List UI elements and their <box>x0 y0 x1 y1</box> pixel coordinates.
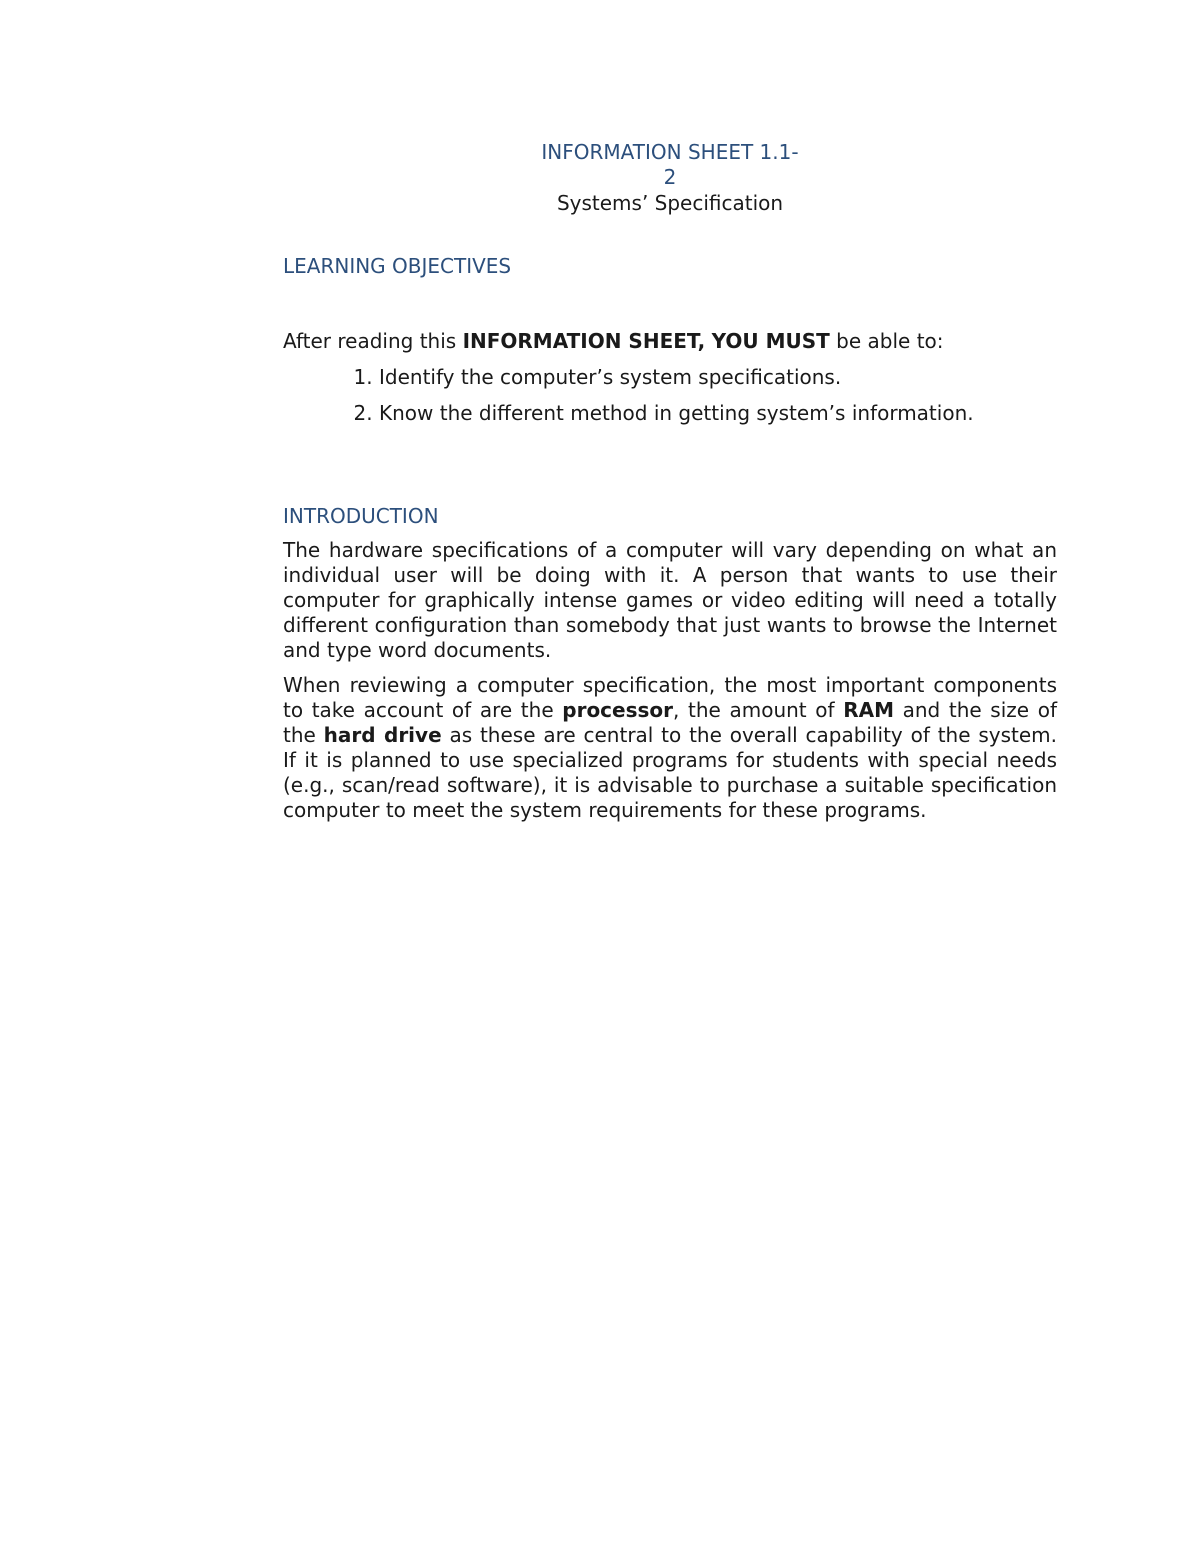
introduction-paragraph-2 <box>283 673 1057 823</box>
learning-objectives-heading: LEARNING OBJECTIVES <box>283 254 512 278</box>
objectives-lead <box>283 328 1057 354</box>
lead-bold-info-sheet: INFORMATION SHEET, <box>462 329 706 353</box>
objective-item: 2. Know the different method in getting system’s information. <box>379 400 1057 426</box>
objectives-list <box>283 364 1057 426</box>
p2-bold-hard-drive: hard drive <box>323 723 442 747</box>
p2-text-1: When reviewing a computer specification, the most important components to take account of are the <box>283 673 1057 722</box>
p2-text-4: as these are central to the overall capability of the system. If it is planned to use specialized programs for students with special needs (e.g., scan/read software), it is advisable to purchase a suitable specification computer to meet the system requirements for these programs. <box>283 723 1057 822</box>
p2-text-2: , the amount of <box>673 698 844 722</box>
p2-bold-processor: processor <box>562 698 674 722</box>
document-title-line2: 2 <box>663 165 677 189</box>
document-body <box>283 252 1057 823</box>
lead-suffix: be able to: <box>829 329 944 353</box>
document-subtitle: Systems’ Specification <box>556 191 784 215</box>
document-title-line1: INFORMATION SHEET 1.1- <box>541 140 799 164</box>
p2-bold-ram: RAM <box>843 698 894 722</box>
objective-item: 1. Identify the computer’s system specifications. <box>379 364 1057 390</box>
introduction-heading: INTRODUCTION <box>283 504 439 528</box>
introduction-paragraph-1: The hardware specifications of a computer will vary depending on what an individual user will be doing with it. A person that wants to use their computer for graphically intense games or video editing will need a totally different configuration than somebody that just wants to browse the Internet and type word documents. <box>283 538 1057 662</box>
lead-bold-you-must: YOU MUST <box>711 329 830 353</box>
lead-prefix: After reading this <box>283 329 463 353</box>
title-block <box>470 140 870 216</box>
p2-text-3: and the size of the <box>283 698 1057 747</box>
